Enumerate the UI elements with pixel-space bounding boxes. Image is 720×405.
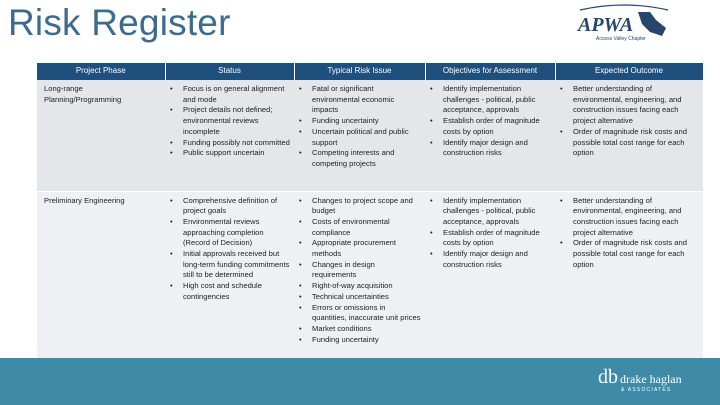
list-item: • Establish order of magnitude costs by option [429, 116, 551, 137]
list-item: • Identify major design and construction risks [429, 138, 551, 159]
list-item: • Establish order of magnitude costs by option [429, 228, 551, 249]
header-project-phase: Project Phase [37, 63, 165, 80]
list-item: • Changes to project scope and budget [298, 196, 421, 217]
header-typical-risk-issue: Typical Risk Issue [294, 63, 425, 80]
table-row [37, 191, 703, 359]
list-item: • Project details not defined; environmental reviews incomplete [169, 105, 290, 137]
apwa-caption: Access Valley Chapter [596, 36, 646, 42]
risk-register-table [37, 63, 704, 359]
list-item: • Comprehensive definition of project goals [169, 196, 290, 217]
list-item: • Order of magnitude risk costs and possible total cost range for each option [559, 127, 699, 159]
risk-cell [294, 191, 425, 359]
list-item: • Public support uncertain [169, 148, 290, 159]
list-item: • High cost and schedule contingencies [169, 281, 290, 302]
outcome-cell [555, 80, 703, 191]
drake-haglan-logo-sub: & ASSOCIATES [621, 387, 672, 393]
header-status: Status [165, 63, 294, 80]
list-item: • Better understanding of environmental, engineering, and construction issues facing each project alternative [559, 196, 699, 239]
list-item: • Funding possibly not committed [169, 138, 290, 149]
list-item: • Uncertain political and public support [298, 127, 421, 148]
risk-cell [294, 80, 425, 191]
status-cell [165, 80, 294, 191]
objectives-cell [425, 80, 555, 191]
list-item: • Costs of environmental compliance [298, 217, 421, 238]
list-item: • Technical uncertainties [298, 292, 421, 303]
list-item: • Funding uncertainty [298, 335, 421, 346]
svg-text:APWA: APWA [578, 14, 634, 36]
list-item: • Appropriate procurement methods [298, 238, 421, 259]
page-title: Risk Register [8, 2, 231, 43]
list-item: • Identify major design and construction risks [429, 249, 551, 270]
phase-cell: Long-range Planning/Programming [37, 80, 165, 191]
list-item: • Focus is on general alignment and mode [169, 84, 290, 105]
status-cell [165, 191, 294, 359]
outcome-cell [555, 191, 703, 359]
list-item: • Fatal or significant environmental economic impacts [298, 84, 421, 116]
table-row [37, 80, 703, 191]
list-item: • Competing interests and competing projects [298, 148, 421, 169]
list-item: • Environmental reviews approaching completion (Record of Decision) [169, 217, 290, 249]
list-item: • Identify implementation challenges - political, public acceptance, approvals [429, 196, 551, 228]
objectives-cell [425, 191, 555, 359]
list-item: • Right-of-way acquisition [298, 281, 421, 292]
list-item: • Better understanding of environmental, engineering, and construction issues facing each project alternative [559, 84, 699, 127]
header-expected-outcome: Expected Outcome [555, 63, 703, 80]
list-item: • Changes in design requirements [298, 260, 421, 281]
list-item: • Errors or omissions in quantities, inaccurate unit prices [298, 303, 421, 324]
list-item: • Order of magnitude risk costs and possible total cost range for each option [559, 238, 699, 270]
list-item: • Initial approvals received but long-term funding commitments still to be determined [169, 249, 290, 281]
phase-cell: Preliminary Engineering [37, 191, 165, 359]
list-item: • Funding uncertainty [298, 116, 421, 127]
header-objectives: Objectives for Assessment [425, 63, 555, 80]
drake-haglan-logo-mark: db [598, 366, 618, 388]
drake-haglan-logo-name: drake haglan [620, 372, 682, 386]
list-item: • Market conditions [298, 324, 421, 335]
table-header-row [37, 63, 703, 80]
list-item: • Identify implementation challenges - political, public acceptance, approvals [429, 84, 551, 116]
